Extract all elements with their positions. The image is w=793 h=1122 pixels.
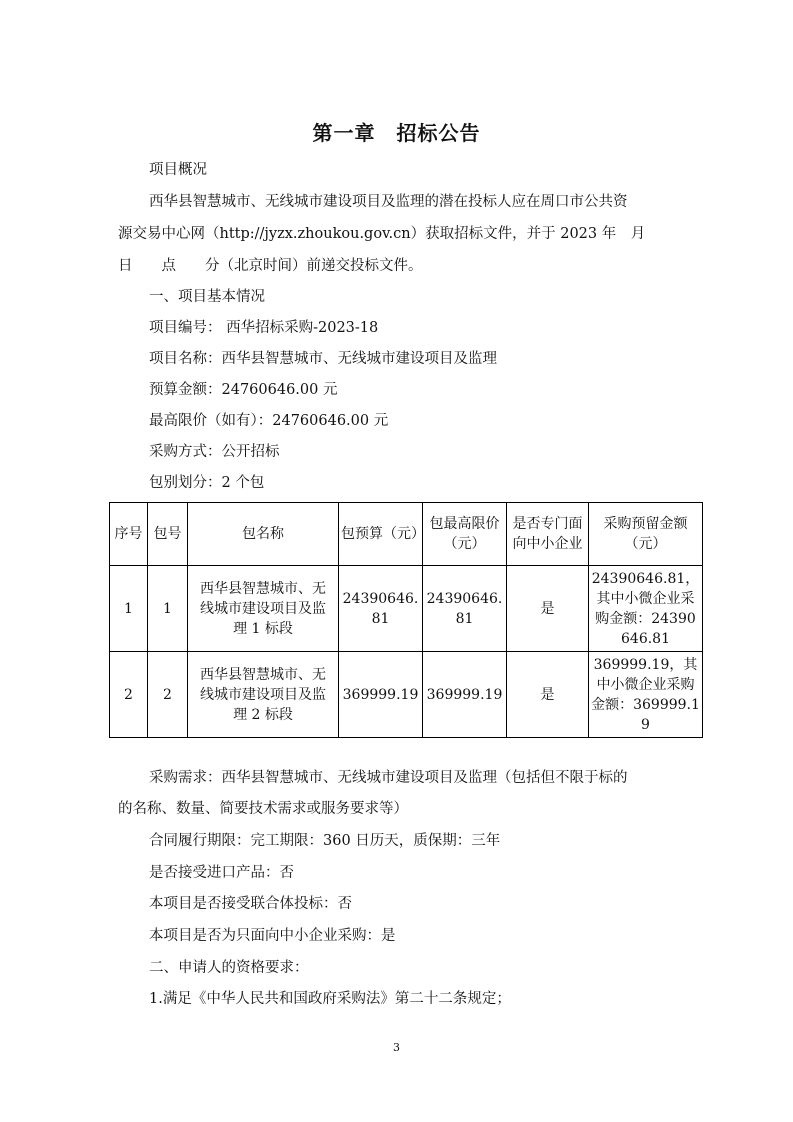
header-sme-only: 是否专门面向中小企业: [507, 503, 589, 566]
cell-package-name: 西华县智慧城市、无线城市建设项目及监理 1 标段: [188, 566, 339, 652]
cell-package-no: 1: [148, 566, 188, 652]
qualification-requirement-1: 1.满足《中华人民共和国政府采购法》第二十二条规定；: [149, 991, 511, 1007]
cell-seq: 2: [110, 652, 148, 738]
consortium-bidding: 本项目是否接受联合体投标：否: [149, 896, 352, 912]
requirement-line-1: 采购需求：西华县智慧城市、无线城市建设项目及监理（包括但不限于标的: [149, 770, 628, 786]
page-number: 3: [393, 1041, 400, 1054]
max-price: 最高限价（如有）：24760646.00 元: [149, 413, 389, 429]
header-package-budget: 包预算（元）: [339, 503, 423, 566]
cell-sme-only: 是: [507, 566, 589, 652]
cell-package-max-price: 369999.19: [423, 652, 507, 738]
cell-package-max-price: 24390646.81: [423, 566, 507, 652]
header-package-name: 包名称: [188, 503, 339, 566]
cell-package-no: 2: [148, 652, 188, 738]
header-reserved-amount: 采购预留金额（元）: [589, 503, 703, 566]
header-seq: 序号: [110, 503, 148, 566]
cell-reserved-amount: 369999.19，其中小微企业采购金额：369999.19: [589, 652, 703, 738]
cell-package-budget: 24390646.81: [339, 566, 423, 652]
section2-heading: 二、申请人的资格要求：: [149, 960, 309, 976]
cell-seq: 1: [110, 566, 148, 652]
project-name: 项目名称：西华县智慧城市、无线城市建设项目及监理: [149, 351, 497, 367]
table-row: [110, 652, 703, 738]
cell-sme-only: 是: [507, 652, 589, 738]
intro-line-1: 西华县智慧城市、无线城市建设项目及监理的潜在投标人应在周口市公共资: [149, 194, 628, 210]
header-package-max-price: 包最高限价（元）: [423, 503, 507, 566]
package-table: [109, 502, 703, 738]
section1-heading: 一、项目基本情况: [149, 289, 265, 305]
import-products: 是否接受进口产品：否: [149, 865, 294, 881]
project-number: 项目编号： 西华招标采购-2023-18: [149, 320, 379, 336]
intro-line-2: 源交易中心网（http://jyzx.zhoukou.gov.cn）获取招标文件，并于 2023 年 月: [118, 226, 646, 242]
intro-line-3: 日 点 分（北京时间）前递交投标文件。: [118, 258, 423, 274]
sme-only-procurement: 本项目是否为只面向中小企业采购：是: [149, 928, 396, 944]
requirement-line-2: 的名称、数量、简要技术需求或服务要求等）: [118, 801, 408, 817]
cell-reserved-amount: 24390646.81，其中小微企业采购金额：24390646.81: [589, 566, 703, 652]
table-row: [110, 566, 703, 652]
contract-period: 合同履行期限：完工期限：360 日历天，质保期：三年: [149, 833, 501, 849]
cell-package-name: 西华县智慧城市、无线城市建设项目及监理 2 标段: [188, 652, 339, 738]
header-package-no: 包号: [148, 503, 188, 566]
cell-package-budget: 369999.19: [339, 652, 423, 738]
package-division: 包别划分：2 个包: [149, 475, 265, 491]
budget-amount: 预算金额：24760646.00 元: [149, 382, 338, 398]
table-header-row: [110, 503, 703, 566]
procurement-method: 采购方式：公开招标: [149, 444, 280, 460]
chapter-title: 第一章 招标公告: [312, 121, 481, 145]
overview-heading: 项目概况: [149, 162, 207, 178]
